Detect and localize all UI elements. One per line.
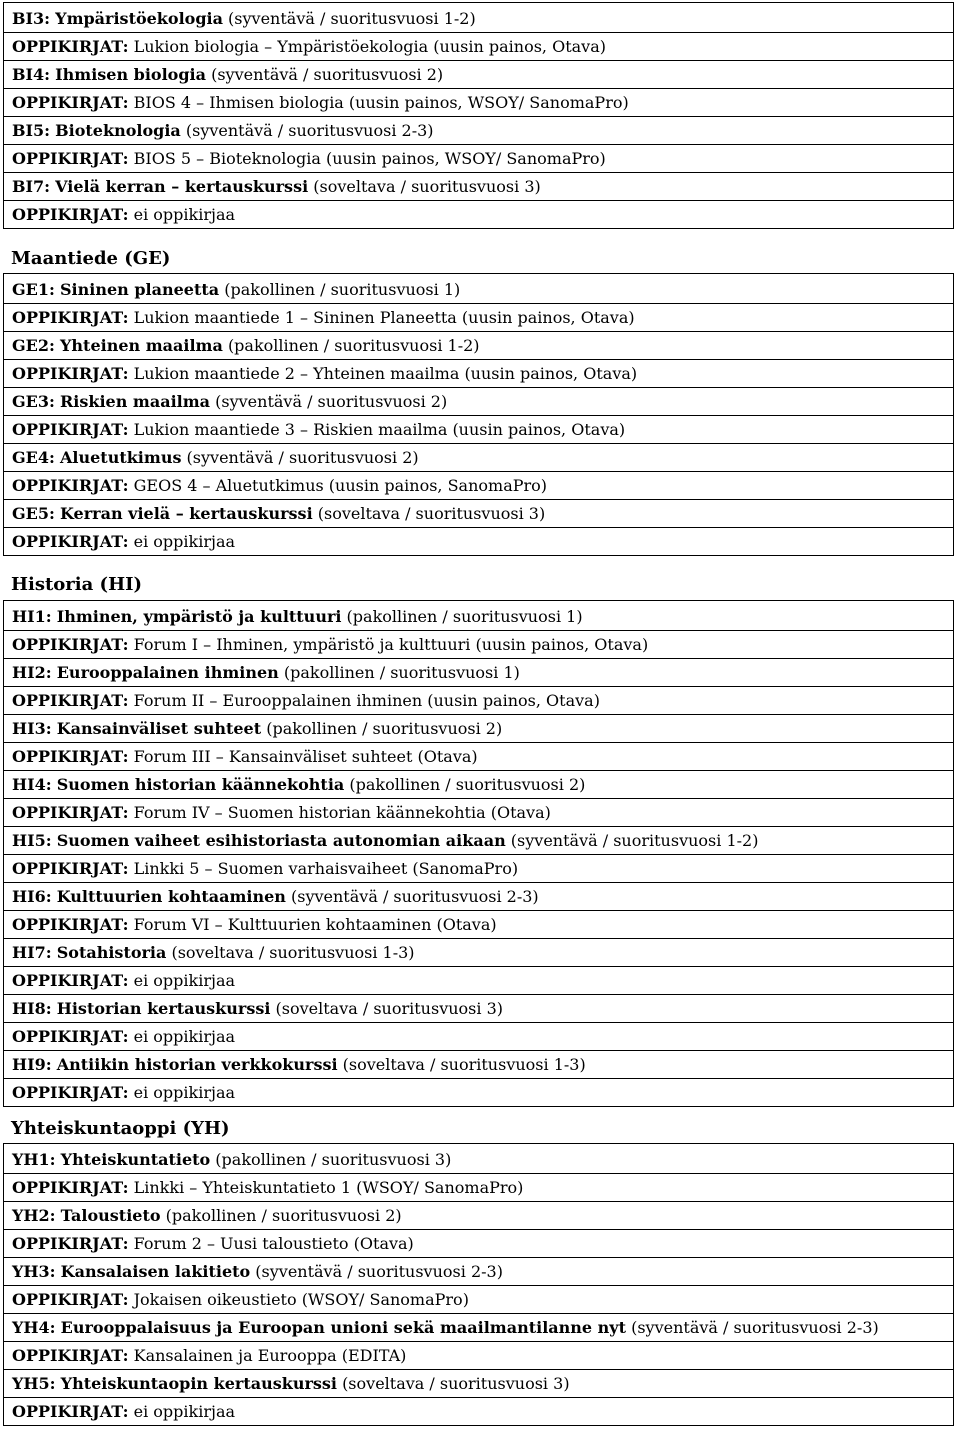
course-code: HI2:: [12, 663, 52, 682]
course-row: [4, 388, 953, 416]
course-title: Kansalaisen lakitieto: [60, 1262, 251, 1281]
textbook-label: OPPIKIRJAT:: [12, 364, 129, 383]
course-row: [4, 173, 953, 201]
course-code: GE4:: [12, 448, 55, 467]
course-row: [4, 276, 953, 304]
biologia-course-table: [3, 2, 954, 229]
textbook-row: [4, 416, 953, 444]
course-meta: (pakollinen / suoritusvuosi 1-2): [227, 336, 480, 355]
course-code: YH4:: [12, 1318, 56, 1337]
course-title: Riskien maailma: [60, 392, 211, 411]
course-code: YH3:: [12, 1262, 56, 1281]
textbook-row: [4, 528, 953, 555]
course-code: HI6:: [12, 887, 52, 906]
historia-course-table: [3, 600, 954, 1107]
textbook-label: OPPIKIRJAT:: [12, 859, 129, 878]
course-code: GE1:: [12, 280, 55, 299]
course-code: HI3:: [12, 719, 52, 738]
course-code: GE2:: [12, 336, 55, 355]
textbook-label: OPPIKIRJAT:: [12, 308, 129, 327]
textbook-row: [4, 304, 953, 332]
textbook-row: [4, 687, 953, 715]
course-meta: (syventävä / suoritusvuosi 2-3): [185, 121, 434, 140]
course-meta: (soveltava / suoritusvuosi 1-3): [171, 943, 415, 962]
course-row: [4, 715, 953, 743]
course-title: Suomen vaiheet esihistoriasta autonomian aikaan: [56, 831, 506, 850]
textbook-row: [4, 855, 953, 883]
course-meta: (pakollinen / suoritusvuosi 2): [165, 1206, 402, 1225]
maantiede-course-table: [3, 273, 954, 556]
course-row: [4, 1258, 953, 1286]
textbook-row: [4, 33, 953, 61]
course-title: Eurooppalaisuus ja Euroopan unioni sekä maailmantilanne nyt: [60, 1318, 626, 1337]
course-code: BI5:: [12, 121, 51, 140]
textbook-text: ei oppikirjaa: [133, 205, 236, 224]
textbook-label: OPPIKIRJAT:: [12, 420, 129, 439]
textbook-text: Lukion biologia – Ympäristöekologia (uusin painos, Otava): [133, 37, 606, 56]
textbook-label: OPPIKIRJAT:: [12, 532, 129, 551]
textbook-text: Forum III – Kansainväliset suhteet (Otava): [133, 747, 478, 766]
textbook-row: [4, 1398, 953, 1425]
course-code: HI1:: [12, 607, 52, 626]
textbook-label: OPPIKIRJAT:: [12, 635, 129, 654]
course-title: Yhteiskuntaopin kertauskurssi: [60, 1374, 337, 1393]
textbook-text: Forum II – Eurooppalainen ihminen (uusin painos, Otava): [133, 691, 600, 710]
course-code: BI4:: [12, 65, 51, 84]
course-row: [4, 332, 953, 360]
course-title: Ihmisen biologia: [55, 65, 206, 84]
textbook-row: [4, 89, 953, 117]
course-title: Sininen planeetta: [60, 280, 220, 299]
course-meta: (syventävä / suoritusvuosi 2-3): [631, 1318, 879, 1337]
course-row: [4, 1314, 953, 1342]
course-row: [4, 603, 953, 631]
section-heading-historia: Historia (HI): [11, 574, 143, 595]
course-title: Yhteinen maailma: [60, 336, 223, 355]
course-meta: (syventävä / suoritusvuosi 2-3): [291, 887, 539, 906]
course-row: [4, 1202, 953, 1230]
course-title: Vielä kerran – kertauskurssi: [55, 177, 309, 196]
course-meta: (syventävä / suoritusvuosi 2-3): [255, 1262, 503, 1281]
textbook-row: [4, 1342, 953, 1370]
course-meta: (syventävä / suoritusvuosi 1-2): [228, 9, 476, 28]
section-heading-maantiede: Maantiede (GE): [11, 248, 171, 269]
textbook-text: ei oppikirjaa: [133, 1402, 236, 1421]
textbook-label: OPPIKIRJAT:: [12, 803, 129, 822]
course-code: YH2:: [12, 1206, 56, 1225]
course-title: Taloustieto: [60, 1206, 161, 1225]
course-row: [4, 827, 953, 855]
textbook-text: Linkki 5 – Suomen varhaisvaiheet (SanomaPro): [133, 859, 519, 878]
textbook-text: Lukion maantiede 3 – Riskien maailma (uusin painos, Otava): [133, 420, 626, 439]
textbook-label: OPPIKIRJAT:: [12, 1083, 129, 1102]
course-title: Eurooppalainen ihminen: [56, 663, 279, 682]
course-title: Ihminen, ympäristö ja kulttuuri: [56, 607, 342, 626]
course-title: Ympäristöekologia: [55, 9, 223, 28]
course-title: Historian kertauskurssi: [56, 999, 271, 1018]
course-meta: (soveltava / suoritusvuosi 3): [342, 1374, 570, 1393]
textbook-label: OPPIKIRJAT:: [12, 971, 129, 990]
course-row: [4, 500, 953, 528]
textbook-text: Lukion maantiede 1 – Sininen Planeetta (uusin painos, Otava): [133, 308, 635, 327]
textbook-label: OPPIKIRJAT:: [12, 476, 129, 495]
textbook-text: ei oppikirjaa: [133, 971, 236, 990]
course-meta: (soveltava / suoritusvuosi 3): [313, 177, 541, 196]
course-row: [4, 939, 953, 967]
textbook-label: OPPIKIRJAT:: [12, 1027, 129, 1046]
textbook-text: Jokaisen oikeustieto (WSOY/ SanomaPro): [133, 1290, 469, 1309]
textbook-text: Kansalainen ja Eurooppa (EDITA): [133, 1346, 407, 1365]
textbook-row: [4, 799, 953, 827]
course-title: Yhteiskuntatieto: [60, 1150, 211, 1169]
textbook-label: OPPIKIRJAT:: [12, 915, 129, 934]
textbook-text: Forum VI – Kulttuurien kohtaaminen (Otava): [133, 915, 497, 934]
course-row: [4, 117, 953, 145]
textbook-label: OPPIKIRJAT:: [12, 205, 129, 224]
course-meta: (pakollinen / suoritusvuosi 3): [215, 1150, 452, 1169]
course-row: [4, 5, 953, 33]
course-code: BI3:: [12, 9, 51, 28]
textbook-text: Forum IV – Suomen historian käännekohtia (Otava): [133, 803, 551, 822]
course-row: [4, 995, 953, 1023]
textbook-label: OPPIKIRJAT:: [12, 1234, 129, 1253]
textbook-row: [4, 1079, 953, 1106]
course-row: [4, 1051, 953, 1079]
textbook-label: OPPIKIRJAT:: [12, 1402, 129, 1421]
textbook-label: OPPIKIRJAT:: [12, 1290, 129, 1309]
textbook-label: OPPIKIRJAT:: [12, 1178, 129, 1197]
textbook-row: [4, 360, 953, 388]
course-code: HI7:: [12, 943, 52, 962]
textbook-row: [4, 1023, 953, 1051]
textbook-label: OPPIKIRJAT:: [12, 691, 129, 710]
course-meta: (soveltava / suoritusvuosi 1-3): [342, 1055, 586, 1074]
textbook-text: GEOS 4 – Aluetutkimus (uusin painos, SanomaPro): [133, 476, 548, 495]
course-meta: (syventävä / suoritusvuosi 2): [211, 65, 444, 84]
course-row: [4, 61, 953, 89]
course-code: YH5:: [12, 1374, 56, 1393]
yhteiskuntaoppi-course-table: [3, 1143, 954, 1426]
course-title: Aluetutkimus: [60, 448, 182, 467]
section-heading-yhteiskuntaoppi: Yhteiskuntaoppi (YH): [11, 1118, 230, 1139]
course-meta: (soveltava / suoritusvuosi 3): [275, 999, 504, 1018]
textbook-text: Linkki – Yhteiskuntatieto 1 (WSOY/ SanomaPro): [133, 1178, 524, 1197]
textbook-row: [4, 1230, 953, 1258]
textbook-row: [4, 631, 953, 659]
course-row: [4, 883, 953, 911]
course-meta: (syventävä / suoritusvuosi 1-2): [510, 831, 759, 850]
textbook-text: ei oppikirjaa: [133, 532, 236, 551]
course-row: [4, 659, 953, 687]
course-meta: (soveltava / suoritusvuosi 3): [317, 504, 546, 523]
course-code: HI5:: [12, 831, 52, 850]
textbook-text: BIOS 4 – Ihmisen biologia (uusin painos, WSOY/ SanomaPro): [133, 93, 629, 112]
textbook-label: OPPIKIRJAT:: [12, 1346, 129, 1365]
textbook-label: OPPIKIRJAT:: [12, 37, 129, 56]
textbook-row: [4, 743, 953, 771]
course-code: HI8:: [12, 999, 52, 1018]
textbook-row: [4, 201, 953, 228]
course-code: HI4:: [12, 775, 52, 794]
textbook-label: OPPIKIRJAT:: [12, 747, 129, 766]
course-code: GE3:: [12, 392, 55, 411]
course-meta: (pakollinen / suoritusvuosi 2): [349, 775, 586, 794]
textbook-label: OPPIKIRJAT:: [12, 93, 129, 112]
textbook-text: ei oppikirjaa: [133, 1083, 236, 1102]
course-meta: (syventävä / suoritusvuosi 2): [215, 392, 448, 411]
course-title: Antiikin historian verkkokurssi: [56, 1055, 338, 1074]
textbook-text: BIOS 5 – Bioteknologia (uusin painos, WSOY/ SanomaPro): [133, 149, 606, 168]
course-meta: (pakollinen / suoritusvuosi 1): [283, 663, 520, 682]
course-title: Kerran vielä – kertauskurssi: [60, 504, 313, 523]
course-title: Suomen historian käännekohtia: [56, 775, 345, 794]
textbook-row: [4, 145, 953, 173]
course-code: HI9:: [12, 1055, 52, 1074]
course-title: Kulttuurien kohtaaminen: [56, 887, 286, 906]
textbook-text: Forum I – Ihminen, ympäristö ja kulttuuri (uusin painos, Otava): [133, 635, 649, 654]
course-meta: (pakollinen / suoritusvuosi 1): [346, 607, 583, 626]
textbook-row: [4, 472, 953, 500]
course-code: GE5:: [12, 504, 55, 523]
course-code: BI7:: [12, 177, 51, 196]
course-title: Kansainväliset suhteet: [56, 719, 262, 738]
textbook-row: [4, 911, 953, 939]
course-row: [4, 771, 953, 799]
course-row: [4, 1370, 953, 1398]
textbook-text: ei oppikirjaa: [133, 1027, 236, 1046]
course-meta: (pakollinen / suoritusvuosi 1): [224, 280, 461, 299]
textbook-row: [4, 967, 953, 995]
textbook-label: OPPIKIRJAT:: [12, 149, 129, 168]
course-code: YH1:: [12, 1150, 56, 1169]
course-meta: (syventävä / suoritusvuosi 2): [186, 448, 419, 467]
course-row: [4, 1146, 953, 1174]
course-meta: (pakollinen / suoritusvuosi 2): [266, 719, 503, 738]
textbook-row: [4, 1174, 953, 1202]
textbook-row: [4, 1286, 953, 1314]
textbook-text: Forum 2 – Uusi taloustieto (Otava): [133, 1234, 414, 1253]
course-title: Bioteknologia: [55, 121, 181, 140]
course-title: Sotahistoria: [56, 943, 167, 962]
textbook-text: Lukion maantiede 2 – Yhteinen maailma (uusin painos, Otava): [133, 364, 638, 383]
course-row: [4, 444, 953, 472]
